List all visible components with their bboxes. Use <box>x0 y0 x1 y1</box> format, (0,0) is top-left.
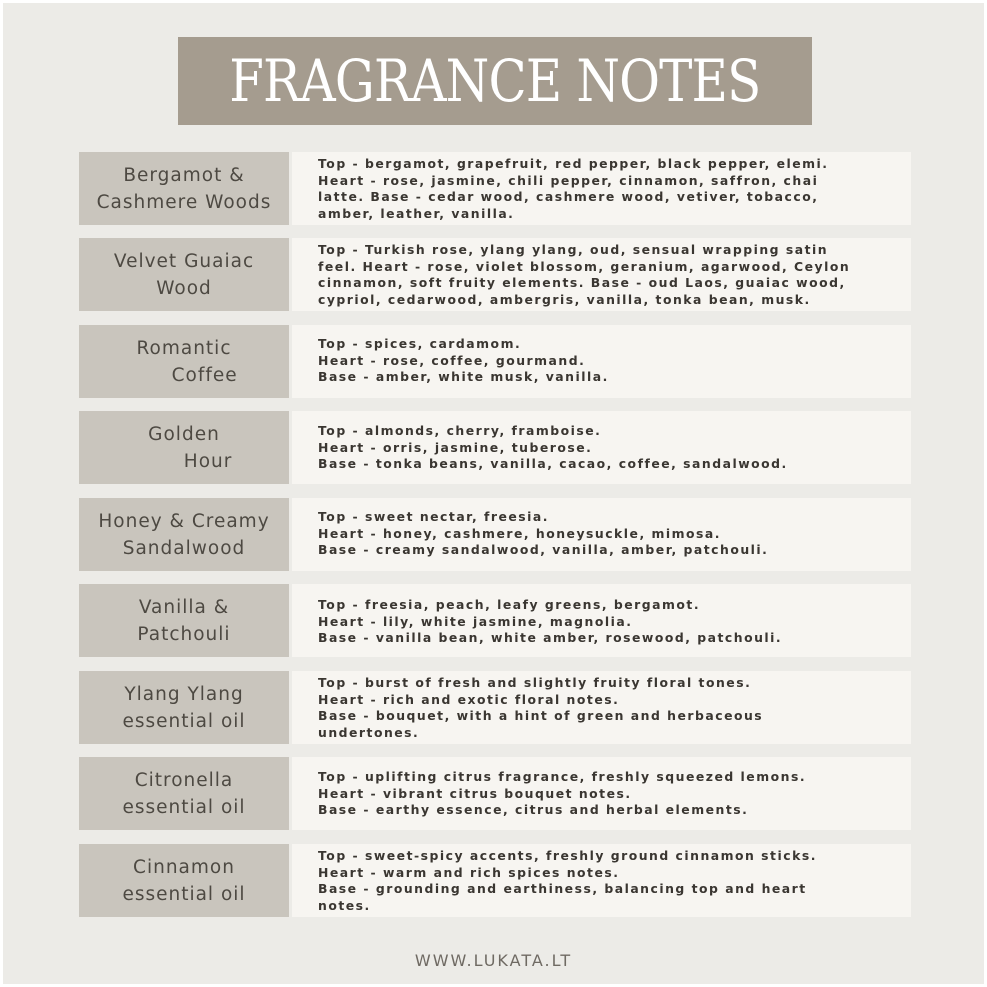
note-description-cell <box>292 411 911 484</box>
note-description-cell <box>292 584 911 657</box>
note-description-cell <box>292 152 911 225</box>
note-description: Top - Turkish rose, ylang ylang, oud, sensual wrapping satin feel. Heart - rose, violet blossom, geranium, agarwood, Ceylon cinnamon, soft fruity elements. Base - oud Laos, guaiac wood, cypriol, cedarwood, ambergris, vanilla, tonka bean, musk. <box>318 242 851 307</box>
note-row-bergamot-cashmere-woods <box>79 152 911 225</box>
note-name: Romantic Coffee <box>136 337 238 386</box>
note-name-cell <box>79 152 289 225</box>
note-description: Top - uplifting citrus fragrance, freshly squeezed lemons. Heart - vibrant citrus bouquet notes. Base - earthy essence, citrus and herbal elements. <box>318 769 807 818</box>
note-name: Citronella essential oil <box>122 769 246 818</box>
note-description: Top - burst of fresh and slightly fruity floral tones. Heart - rich and exotic floral notes. Base - bouquet, with a hint of green and herbaceous undertones. <box>318 675 764 740</box>
note-name: Honey & Creamy Sandalwood <box>98 510 270 559</box>
note-description-cell <box>292 844 911 917</box>
note-name-cell <box>79 411 289 484</box>
note-name-cell <box>79 238 289 311</box>
note-name: Golden Hour <box>148 423 233 472</box>
note-row-cinnamon-essential-oil <box>79 844 911 917</box>
note-name: Cinnamon essential oil <box>122 856 246 905</box>
note-name: Ylang Ylang essential oil <box>122 683 246 732</box>
note-name: Vanilla & Patchouli <box>137 596 231 645</box>
note-description: Top - bergamot, grapefruit, red pepper, black pepper, elemi. Heart - rose, jasmine, chili pepper, cinnamon, saffron, chai latte. Base - cedar wood, cashmere wood, vetiver, tobacco, amber, leather, vanilla. <box>318 156 829 221</box>
note-row-romantic-coffee <box>79 325 911 398</box>
note-description: Top - sweet-spicy accents, freshly ground cinnamon sticks. Heart - warm and rich spices notes. Base - grounding and earthiness, balancing top and heart notes. <box>318 848 817 913</box>
note-description-cell <box>292 671 911 744</box>
note-name-cell <box>79 844 289 917</box>
note-name-cell <box>79 584 289 657</box>
note-row-vanilla-patchouli <box>79 584 911 657</box>
note-name: Velvet Guaiac Wood <box>113 250 255 299</box>
note-row-citronella-essential-oil <box>79 757 911 830</box>
note-name-cell <box>79 757 289 830</box>
note-description-cell <box>292 757 911 830</box>
note-description: Top - spices, cardamom. Heart - rose, coffee, gourmand. Base - amber, white musk, vanilla. <box>318 336 609 385</box>
note-description: Top - almonds, cherry, framboise. Heart - orris, jasmine, tuberose. Base - tonka beans, vanilla, cacao, coffee, sandalwood. <box>318 423 788 472</box>
website-footer: WWW.LUKATA.LT <box>414 951 573 970</box>
title-banner <box>178 37 812 125</box>
note-name-cell <box>79 671 289 744</box>
note-description-cell <box>292 238 911 311</box>
note-row-velvet-guaiac-wood <box>79 238 911 311</box>
page-title: FRAGRANCE NOTES <box>229 47 761 115</box>
note-description-cell <box>292 498 911 571</box>
note-row-ylang-ylang-essential-oil <box>79 671 911 744</box>
note-description: Top - sweet nectar, freesia. Heart - honey, cashmere, honeysuckle, mimosa. Base - creamy sandalwood, vanilla, amber, patchouli. <box>318 509 769 558</box>
note-row-golden-hour <box>79 411 911 484</box>
note-name-cell <box>79 498 289 571</box>
note-row-honey-creamy-sandalwood <box>79 498 911 571</box>
note-name: Bergamot & Cashmere Woods <box>96 164 272 213</box>
note-description: Top - freesia, peach, leafy greens, bergamot. Heart - lily, white jasmine, magnolia. Base - vanilla bean, white amber, rosewood, patchouli. <box>318 597 783 646</box>
note-description-cell <box>292 325 911 398</box>
note-name-cell <box>79 325 289 398</box>
